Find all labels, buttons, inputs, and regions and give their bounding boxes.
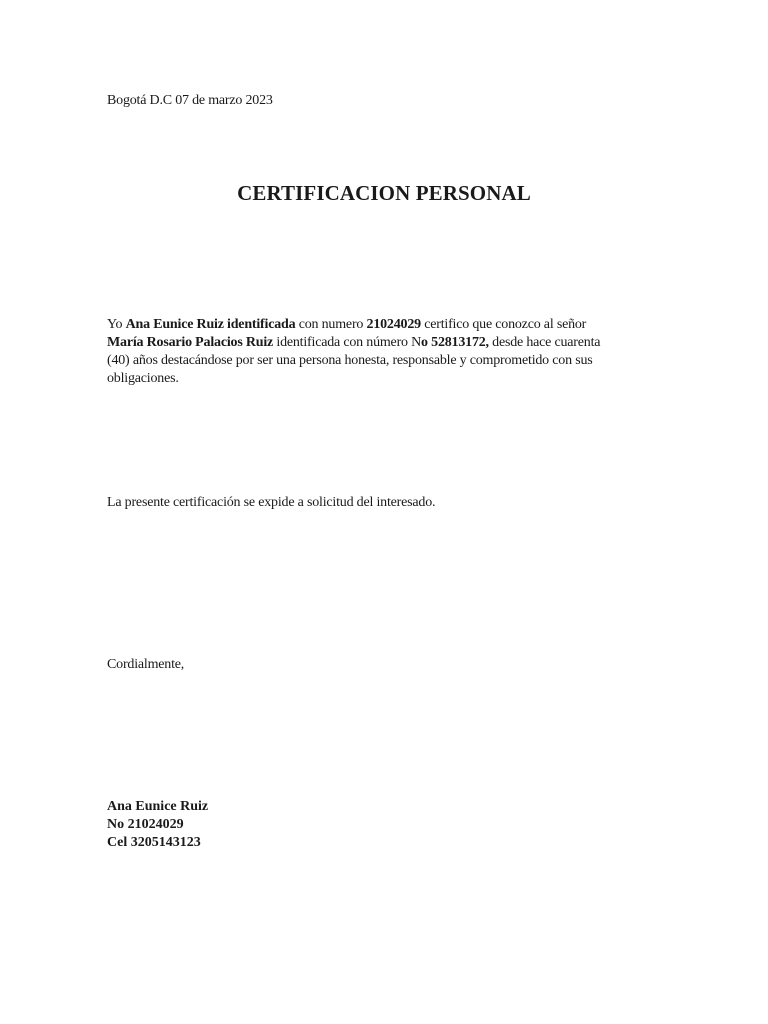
signature-block [107, 798, 208, 852]
paragraph-line-3: (40) años destacándose por ser una persona honesta, responsable y comprometido con sus [107, 353, 593, 368]
text-segment: identificada con número N [273, 335, 422, 350]
request-statement: La presente certificación se expide a solicitud del interesado. [107, 495, 436, 510]
paragraph-line-1 [107, 316, 667, 334]
paragraph-line-2 [107, 334, 667, 352]
signature-name: Ana Eunice Ruiz [107, 799, 209, 814]
text-segment: certifico que conozco al señor [420, 317, 587, 332]
date-line: Bogotá D.C 07 de marzo 2023 [107, 93, 273, 108]
closing-salutation: Cordialmente, [107, 657, 185, 672]
certified-person-name: María Rosario Palacios Ruiz [107, 335, 274, 350]
text-segment: con numero [295, 317, 367, 332]
document-title: CERTIFICACION PERSONAL [237, 181, 531, 205]
certified-person-id-number: o 52813172, [421, 335, 489, 350]
certifier-name: Ana Eunice Ruiz identificada [125, 317, 296, 332]
text-segment: Yo [107, 317, 126, 332]
certifier-id-number: 21024029 [366, 317, 421, 332]
text-segment: desde hace cuarenta [488, 335, 601, 350]
paragraph-line-4: obligaciones. [107, 371, 179, 386]
signature-id: No 21024029 [107, 817, 184, 832]
signature-phone: Cel 3205143123 [107, 835, 201, 850]
certification-paragraph [107, 316, 667, 388]
